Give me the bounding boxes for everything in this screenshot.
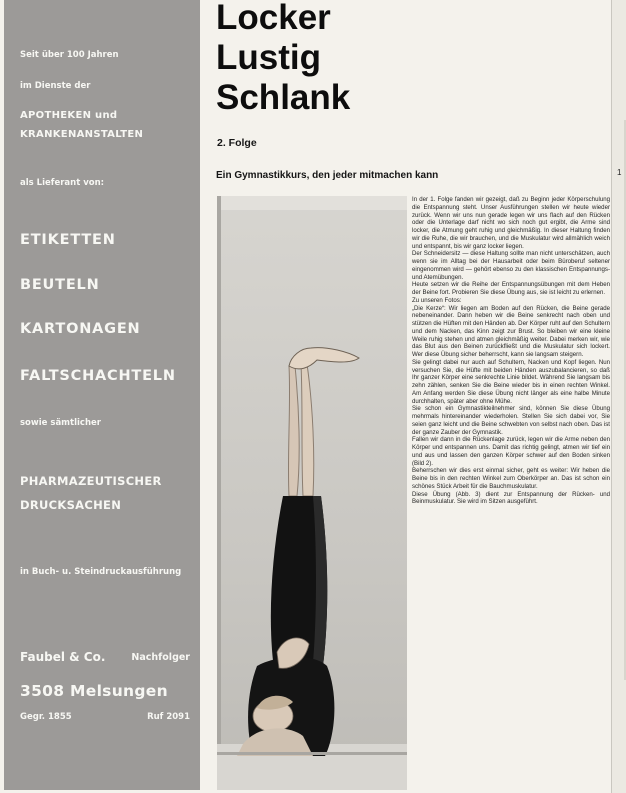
ad-phone: Ruf 2091 [147,712,190,722]
ad-product-kartonagen: KARTONAGEN [20,321,141,337]
ad-company-row [20,650,190,664]
ad-tagline-2: im Dienste der [20,81,91,91]
title-line-2: Lustig [216,38,321,77]
body-paragraph: Beherrschen wir dies erst einmal sicher, geht es weiter: Wir heben die Beine bis in den rechten Winkel zum Oberkörper an. Das ist schon ein schönes Stück Arbeit für die Bauchmuskulatur. [412,467,610,490]
ad-supplier-label: als Lieferant von: [20,178,105,188]
ad-customers-1: APOTHEKEN und [20,110,118,121]
ad-product-etiketten: ETIKETTEN [20,232,116,248]
body-paragraph: Sie gelingt dabei nur auch auf Schultern, Nacken und Kopf liegen. Nun versuchen Sie, die Hüfte mit beiden Händen auszubalancieren, so daß Ihr ganzer Körper eine senkrechte Linie bildet. Während Sie langsam bis zehn zählen, senken Sie die Beine wieder bis in einen rechten Winkel. Am Anfang werden Sie diese Übung nicht länger als eine halbe Minute durchhalten, später aber ohne Mühe. [412,358,610,405]
exercise-photo [217,196,407,790]
article-title [216,0,350,118]
article-body [412,196,610,790]
ad-also-label: sowie sämtlicher [20,418,101,428]
ad-founded: Gegr. 1855 [20,712,72,722]
advertisement-panel [4,0,200,790]
ad-footer-row [20,712,190,722]
body-paragraph: Fallen wir dann in die Rückenlage zurück, legen wir die Arme neben den Körper und entspannen uns. Damit das richtig gelingt, atmen wir tief ein und aus und lassen den ganzen Körper schwer auf den Boden sinken (Bild 2). [412,436,610,467]
ad-product-pharma: PHARMAZEUTISCHER [20,474,162,488]
ad-product-drucksachen: DRUCKSACHEN [20,498,122,512]
body-paragraph: Der Schneidersitz — diese Haltung sollte man nicht unterschätzen, auch wenn sie im Alltag bei der Hausarbeit oder beim Büroberuf seltener eingenommen wird — gehört ebenso zu den klassischen Entspannungs- und Atemübungen. [412,250,610,281]
ad-product-beuteln: BEUTELN [20,277,100,293]
body-paragraph: „Die Kerze“: Wir liegen am Boden auf den Rücken, die Beine gerade nebeneinander. Dann heben wir die Beine senkrecht nach oben und stützen die Hüften mit den Händen ab. Der Körper ruht auf den Schultern und dem Nacken, das Kinn zeigt zur Brust. So bleiben wir eine kleine Weile ruhig stehen und atmen gleichmäßig weiter. Dabei merken wir, wie das Blut aus den Beinen zurückfließt und die Muskulatur sich lockert. Wer diese Übung sicher beherrscht, kann sie langsam steigern. [412,304,610,358]
page-number: 1 [617,168,622,177]
body-paragraph: Zu unseren Fotos: [412,296,462,304]
ad-company-name: Faubel & Co. [20,650,106,664]
ad-customers-2: KRANKENANSTALTEN [20,129,144,140]
body-paragraph: Heute setzen wir die Reihe der Entspannungsübungen mit dem Heben der Beine fort. Probieren Sie diese Übung aus, sie ist leicht zu erlernen. [412,281,610,296]
ad-city: 3508 Melsungen [20,682,168,700]
body-paragraph: In der 1. Folge fanden wir gezeigt, daß zu Beginn jeder Körperschulung die Entspannung steht. Unser Ausführungen stellen wir heute wieder zurück. Wenn wir uns nun gerade legen wir uns flach auf den Rücken oder die Unterlage darf nicht wo sich noch gut ergibt, die Arme sind locker, die Atmung geht ruhig und gleichmäßig. In dieser Haltung finden wir die Ruhe, die wir brauchen, und die Muskulatur wird allmählich weich und entspannt, bis wir ganz locker liegen. [412,196,610,250]
body-paragraph: Diese Übung (Abb. 3) dient zur Entspannung der Rücken- und Beinmuskulatur. Sie wird im Sitzen ausgeführt. [412,490,610,506]
title-line-1: Locker [216,0,331,37]
title-line-3: Schlank [216,78,351,117]
series-label: 2. Folge [217,137,257,149]
ad-print-method: in Buch- u. Steindruckausführung [20,567,182,577]
article-lead: Ein Gymnastikkurs, den jeder mitmachen kann [216,170,439,181]
ad-tagline: Seit über 100 Jahren [20,50,119,60]
ad-product-faltschachteln: FALTSCHACHTELN [20,368,176,384]
ad-company-successor: Nachfolger [131,652,190,663]
body-paragraph: Sie schon ein Gymnastikteilnehmer sind, können Sie diese Übung mehrmals hintereinander wiederholen. Stellen Sie sich dabei vor, Sie seien ganz leicht und die Beine schwebten von selbst nach oben. Das ist der ganze Zauber der Gymnastik. [412,405,610,436]
next-page-edge [611,0,626,793]
